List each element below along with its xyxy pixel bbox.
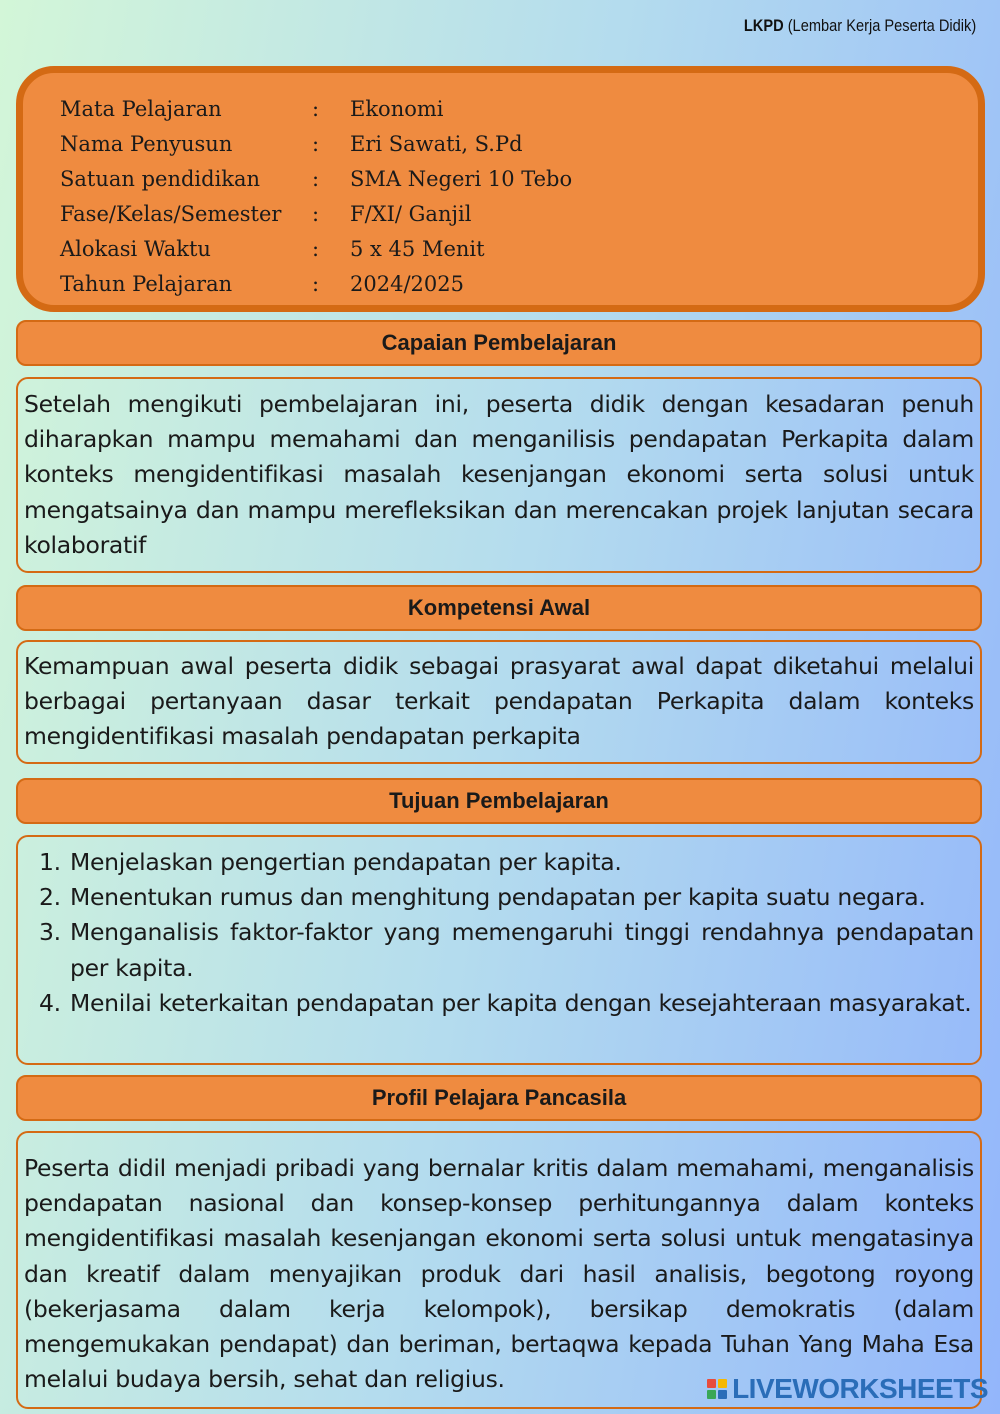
- info-value: Ekonomi: [350, 97, 444, 121]
- watermark-text: LIVEWORKSHEETS: [732, 1373, 988, 1404]
- info-label: Nama Penyusun: [60, 132, 233, 156]
- info-value: SMA Negeri 10 Tebo: [350, 167, 573, 191]
- section-body-profil: [16, 1131, 982, 1409]
- liveworksheets-logo-icon: [707, 1379, 727, 1399]
- section-body-tujuan: [16, 835, 982, 1065]
- info-label: Tahun Pelajaran: [60, 272, 233, 296]
- list-item: 1. Menjelaskan pengertian pendapatan per kapita.: [68, 845, 974, 880]
- capaian-text: Setelah mengikuti pembelajaran ini, peserta didik dengan kesadaran penuh diharapkan mampu memahami dan menganilisis pendapatan Perkapita dalam konteks mengidentifikasi masalah kesenjangan ekonomi serta solusi untuk mengatsainya dan mampu merefleksikan dan merencakan projek lanjutan secara kolaboratif: [24, 390, 974, 559]
- info-value: Eri Sawati, S.Pd: [350, 132, 523, 156]
- document-label-bold: LKPD: [743, 16, 784, 35]
- info-label: Mata Pelajaran: [60, 97, 222, 121]
- info-colon: :: [312, 202, 320, 226]
- info-colon: :: [312, 237, 320, 261]
- info-label: Fase/Kelas/Semester: [60, 202, 282, 226]
- info-value: 5 x 45 Menit: [350, 237, 485, 261]
- info-label: Satuan pendidikan: [60, 167, 261, 191]
- kompetensi-text: Kemampuan awal peserta didik sebagai prasyarat awal dapat diketahui melalui berbagai pertanyaan dasar terkait pendapatan Perkapita dalam konteks mengidentifikasi masalah pendapatan perkapita: [24, 652, 974, 751]
- section-header-capaian: Capaian Pembelajaran: [16, 320, 982, 366]
- info-value: 2024/2025: [350, 272, 464, 296]
- section-header-tujuan: Tujuan Pembelajaran: [16, 778, 982, 824]
- info-colon: :: [312, 167, 320, 191]
- info-value: F/XI/ Ganjil: [350, 202, 472, 226]
- document-label: [744, 16, 976, 36]
- info-colon: :: [312, 97, 320, 121]
- document-label-rest: (Lembar Kerja Peserta Didik): [783, 16, 976, 35]
- list-item: 2. Menentukan rumus dan menghitung pendapatan per kapita suatu negara.: [68, 880, 974, 915]
- info-colon: :: [312, 132, 320, 156]
- liveworksheets-watermark: [707, 1372, 988, 1406]
- section-body-kompetensi: [16, 640, 982, 764]
- info-colon: :: [312, 272, 320, 296]
- identity-box: [16, 66, 985, 312]
- tujuan-list: [24, 845, 974, 1021]
- list-item: 4. Menilai keterkaitan pendapatan per kapita dengan kesejahteraan masyarakat.: [68, 986, 974, 1021]
- section-body-capaian: [16, 377, 982, 573]
- section-header-profil: Profil Pelajara Pancasila: [16, 1075, 982, 1121]
- list-item: 3. Menganalisis faktor-faktor yang memengaruhi tinggi rendahnya pendapatan per kapita.: [68, 915, 974, 985]
- profil-text: Peserta didil menjadi pribadi yang bernalar kritis dalam memahami, menganalisis pendapatan nasional dan konsep-konsep perhitungannya dalam konteks mengidentifikasi masalah kesenjangan ekonomi serta solusi untuk mengatasinya dan kreatif dalam menyajikan produk dari hasil analisis, begotong royong (bekerjasama dalam kerja kelompok), bersikap demokratis (dalam mengemukakan pendapat) dan beriman, bertaqwa kepada Tuhan Yang Maha Esa melalui budaya bersih, sehat dan religius.: [24, 1154, 974, 1394]
- section-header-kompetensi: Kompetensi Awal: [16, 585, 982, 631]
- info-label: Alokasi Waktu: [60, 237, 211, 261]
